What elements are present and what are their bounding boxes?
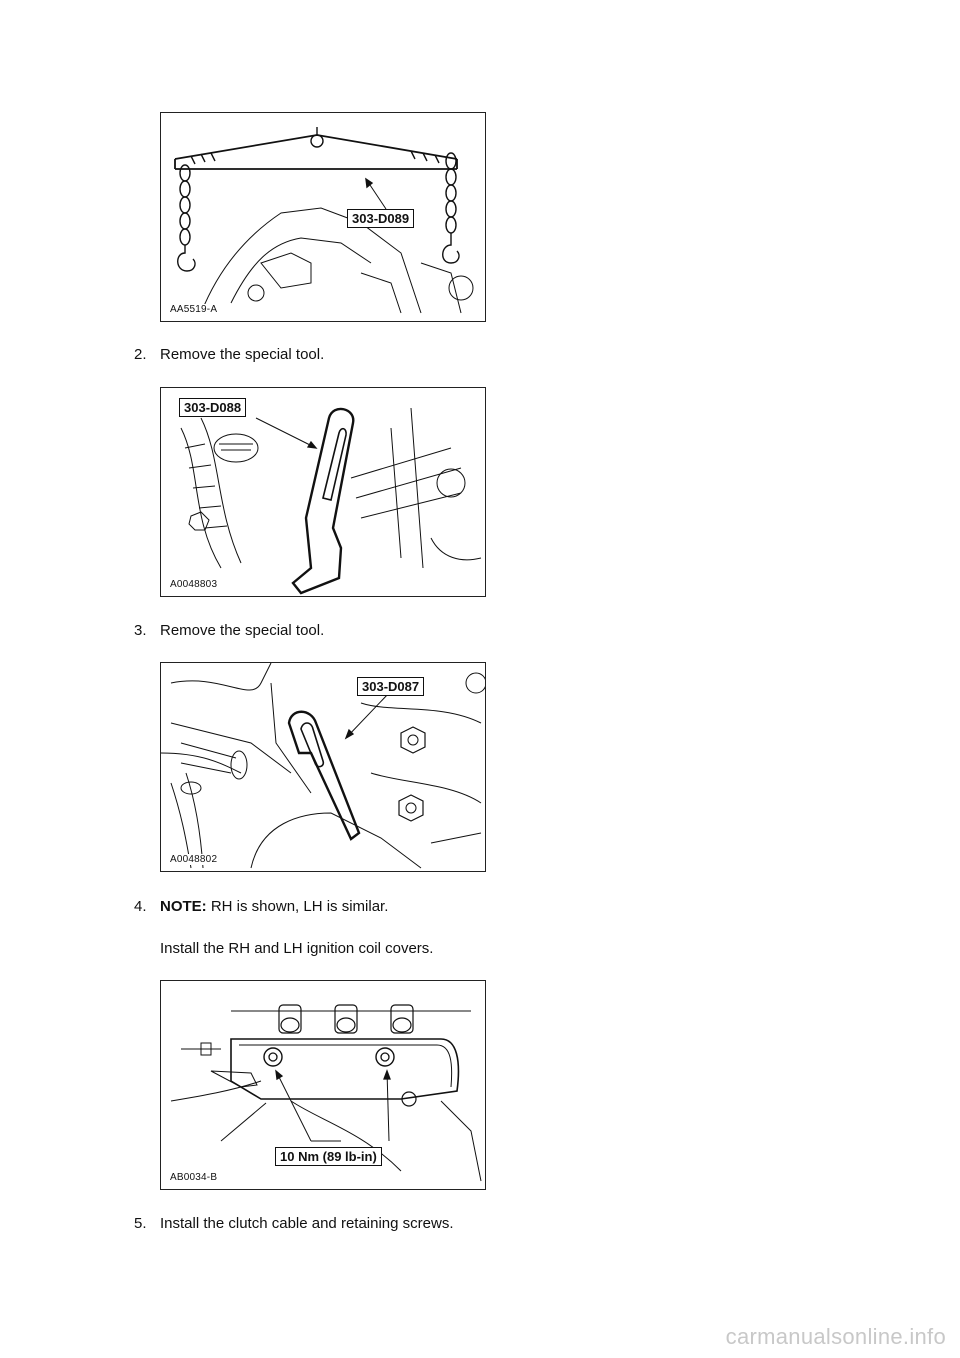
figure-id: AA5519-A — [170, 304, 218, 315]
step-text: Remove the special tool. — [160, 346, 325, 363]
figure-id: A0048802 — [170, 854, 218, 865]
step-number: 5. — [134, 1215, 147, 1232]
callout-label: 303-D088 — [179, 398, 246, 417]
callout-label: 303-D087 — [357, 677, 424, 696]
step-text: Remove the special tool. — [160, 622, 325, 639]
step-text: Install the RH and LH ignition coil covers. — [160, 940, 434, 957]
step-number: 3. — [134, 622, 147, 639]
figure-id: AB0034-B — [170, 1172, 218, 1183]
figure-tool-303-d087 — [160, 662, 486, 872]
figure-tool-303-d088 — [160, 387, 486, 597]
step-5 — [134, 1215, 454, 1233]
figure-id: A0048803 — [170, 579, 218, 590]
note-text: RH is shown, LH is similar. — [206, 898, 389, 915]
step-4-note — [134, 898, 388, 916]
watermark: carmanualsonline.info — [725, 1324, 946, 1349]
step-3 — [134, 622, 324, 640]
step-number: 4. — [134, 898, 147, 915]
step-number: 2. — [134, 346, 147, 363]
callout-label: 10 Nm (89 lb-in) — [275, 1147, 382, 1166]
note-label: NOTE: — [160, 898, 207, 915]
step-2 — [134, 346, 324, 364]
callout-label: 303-D089 — [347, 209, 414, 228]
step-4-text — [160, 940, 433, 958]
step-text: Install the clutch cable and retaining screws. — [160, 1215, 454, 1232]
figure-ignition-coil-cover — [160, 980, 486, 1190]
figure-lifting-bracket — [160, 112, 486, 322]
